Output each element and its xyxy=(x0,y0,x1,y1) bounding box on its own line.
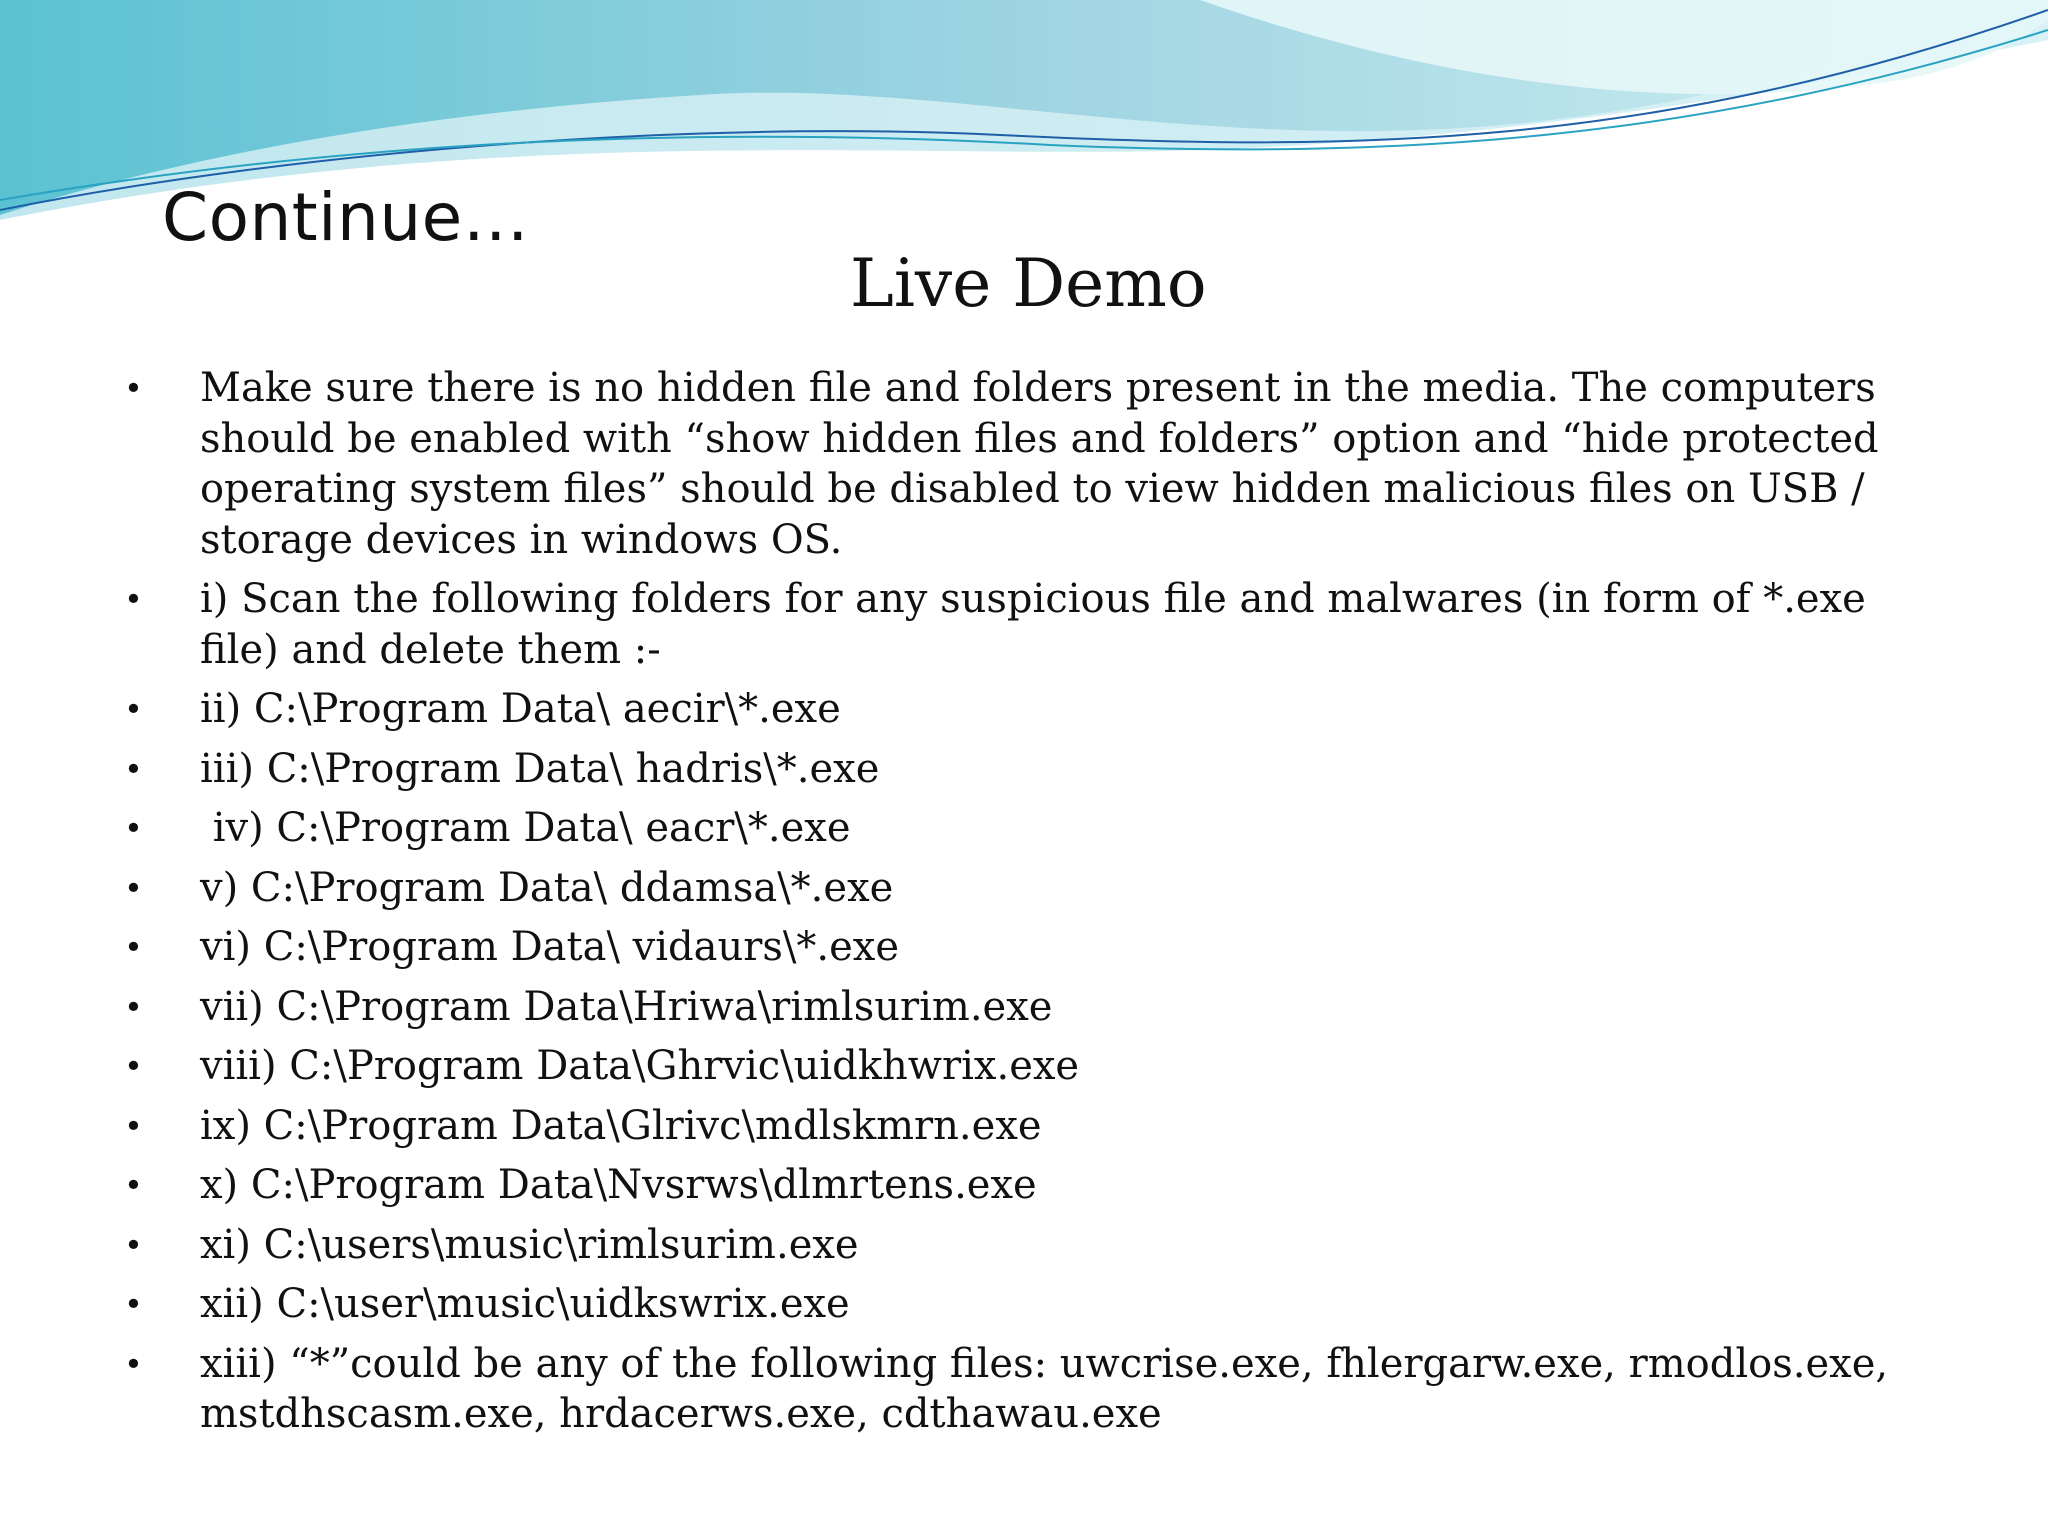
bullet-dot-icon: • xyxy=(124,868,143,907)
bullet-item xyxy=(0,1339,1900,1440)
bullet-text: xiii) “*”could be any of the following files: uwcrise.exe, fhlergarw.exe, rmodlos.exe, mstdhscasm.exe, hrdacerws.exe, cdthawau.exe xyxy=(200,1340,1889,1437)
bullet-item xyxy=(0,863,1900,914)
bullet-text: viii) C:\Program Data\Ghrvic\uidkhwrix.exe xyxy=(200,1043,1080,1089)
bullet-text: vi) C:\Program Data\ vidaurs\*.exe xyxy=(200,924,899,970)
bullet-text: xii) C:\user\music\uidkswrix.exe xyxy=(200,1281,850,1327)
bullet-dot-icon: • xyxy=(124,580,143,618)
bullet-text: Make sure there is no hidden file and folders present in the media. The computers should be enabled with “show hidden files and folders” option and “hide protected operating system files” should be disabled to view hidden malicious files on USB / storage devices in windows OS. xyxy=(200,365,1879,563)
bullet-item xyxy=(0,1160,1900,1211)
bullet-dot-icon: • xyxy=(124,1225,143,1264)
bullet-item xyxy=(0,744,1900,795)
bullet-list xyxy=(0,363,2048,1449)
slide-heading: Continue… xyxy=(162,179,530,256)
bullet-dot-icon: • xyxy=(124,1047,143,1085)
bullet-text: iv) C:\Program Data\ eacr\*.exe xyxy=(200,805,851,851)
bullet-dot-icon: • xyxy=(124,690,143,728)
bullet-text: i) Scan the following folders for any suspicious file and malwares (in form of *.exe file) and delete them :- xyxy=(200,576,1866,673)
bullet-text: ii) C:\Program Data\ aecir\*.exe xyxy=(200,686,841,732)
bullet-text: v) C:\Program Data\ ddamsa\*.exe xyxy=(200,864,894,911)
bullet-item xyxy=(0,922,1900,973)
bullet-dot-icon: • xyxy=(124,749,143,788)
bullet-dot-icon: • xyxy=(124,1285,143,1323)
bullet-item xyxy=(0,363,1900,565)
bullet-item xyxy=(0,1101,1900,1152)
bullet-text: xi) C:\users\music\rimlsurim.exe xyxy=(200,1221,859,1268)
bullet-item xyxy=(0,803,1900,854)
slide-subheading: Live Demo xyxy=(850,245,1207,322)
bullet-dot-icon: • xyxy=(124,987,143,1026)
bullet-item xyxy=(0,1220,1900,1271)
bullet-text: vii) C:\Program Data\Hriwa\rimlsurim.exe xyxy=(200,983,1053,1030)
bullet-item xyxy=(0,684,1900,735)
bullet-item xyxy=(0,1041,1900,1092)
bullet-dot-icon: • xyxy=(124,369,143,407)
bullet-dot-icon: • xyxy=(124,928,143,966)
bullet-item xyxy=(0,1279,1900,1330)
bullet-item xyxy=(0,982,1900,1033)
bullet-dot-icon: • xyxy=(124,1344,143,1383)
bullet-dot-icon: • xyxy=(124,1106,143,1145)
bullet-text: ix) C:\Program Data\Glrivc\mdlskmrn.exe xyxy=(200,1102,1042,1149)
bullet-dot-icon: • xyxy=(124,1166,143,1204)
bullet-item xyxy=(0,574,1900,675)
bullet-dot-icon: • xyxy=(124,809,143,847)
bullet-text: x) C:\Program Data\Nvsrws\dlmrtens.exe xyxy=(200,1162,1037,1208)
bullet-text: iii) C:\Program Data\ hadris\*.exe xyxy=(200,745,880,792)
